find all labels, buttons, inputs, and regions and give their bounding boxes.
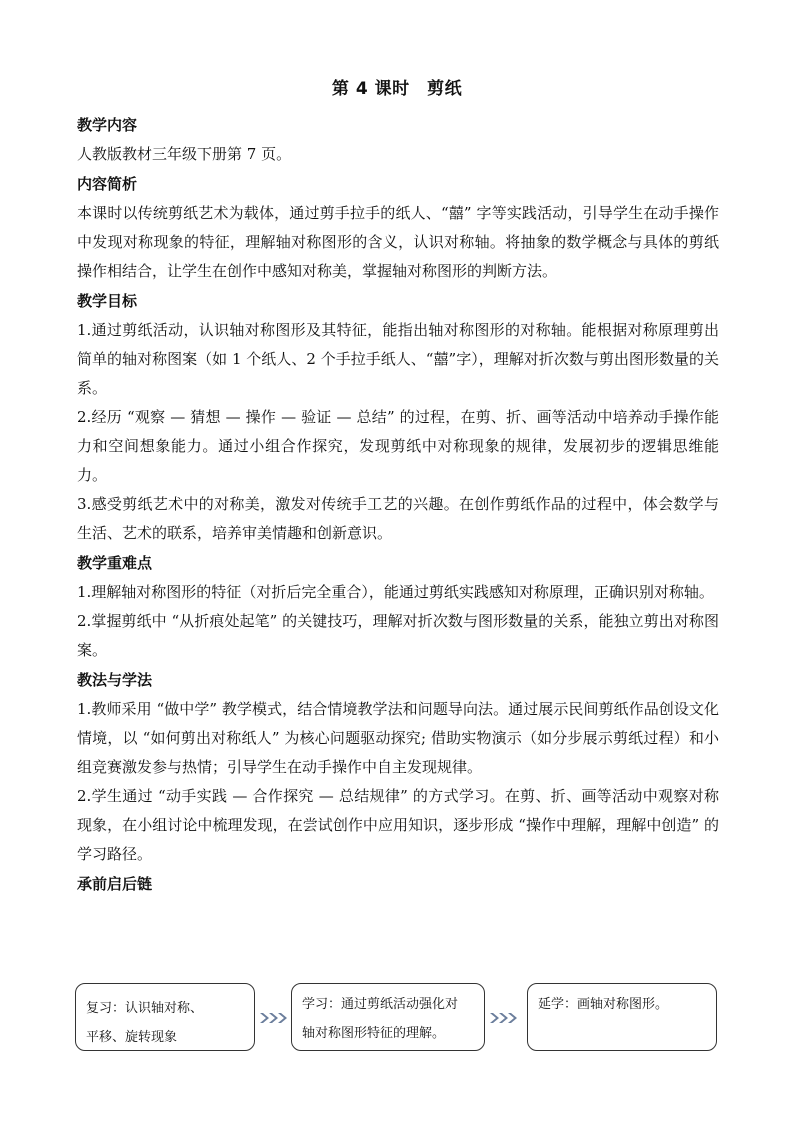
page-title: 第 4 课时 剪纸 <box>331 79 463 99</box>
chain-line: 学习：通过剪纸活动强化对 <box>302 997 459 1012</box>
section-paragraph: 1.通过剪纸活动，认识轴对称图形及其特征，能指出轴对称图形的对称轴。能根据对称原理剪出简单的轴对称图案（如 1 个纸人、2 个手拉手纸人、“囍”字），理解对折次数与剪出图形数量的关系。 <box>77 321 719 397</box>
continuity-chain <box>75 983 720 1055</box>
section-paragraph: 2.掌握剪纸中 “从折痕处起笔” 的关键技巧，理解对折次数与图形数量的关系，能独立剪出对称图案。 <box>77 612 719 659</box>
section-heading: 教学内容 <box>77 116 138 134</box>
double-chevron-right-icon <box>489 1011 519 1025</box>
section-paragraph: 人教版教材三年级下册第 7 页。 <box>77 145 292 163</box>
section-paragraph: 3.感受剪纸艺术中的对称美，激发对传统手工艺的兴趣。在创作剪纸作品的过程中，体会数学与生活、艺术的联系，培养审美情趣和创新意识。 <box>77 495 719 542</box>
chain-box-review <box>75 983 255 1051</box>
chain-line: 轴对称图形特征的理解。 <box>302 1026 446 1041</box>
section-paragraph: 1.教师采用 “做中学” 教学模式，结合情境教学法和问题导向法。通过展示民间剪纸作品创设文化情境，以 “如何剪出对称纸人” 为核心问题驱动探究; 借助实物演示（如分步展示剪纸过程）和小组竞赛激发参与热情；引导学生在动手操作中自主发现规律。 <box>77 700 719 776</box>
chain-box-learn <box>291 983 485 1051</box>
double-chevron-right-icon <box>259 1011 289 1025</box>
chain-line: 平移、旋转现象 <box>86 1030 178 1045</box>
document-body <box>77 110 719 899</box>
section-heading: 承前启后链 <box>77 875 153 893</box>
section-heading: 教学目标 <box>77 292 138 310</box>
section-heading: 教学重难点 <box>77 554 153 572</box>
section-paragraph: 本课时以传统剪纸艺术为载体，通过剪手拉手的纸人、“囍” 字等实践活动，引导学生在动手操作中发现对称现象的特征，理解轴对称图形的含义，认识对称轴。将抽象的数学概念与具体的剪纸操作相结合，让学生在创作中感知对称美，掌握轴对称图形的判断方法。 <box>77 204 719 280</box>
section-paragraph: 2.经历 “观察 — 猜想 — 操作 — 验证 — 总结” 的过程，在剪、折、画等活动中培养动手操作能力和空间想象能力。通过小组合作探究，发现剪纸中对称现象的规律，发展初步的逻辑思维能力。 <box>77 408 719 484</box>
section-heading: 内容简析 <box>77 175 138 193</box>
section-paragraph: 1.理解轴对称图形的特征（对折后完全重合），能通过剪纸实践感知对称原理，正确识别对称轴。 <box>77 583 714 601</box>
chain-line: 复习：认识轴对称、 <box>86 1001 204 1016</box>
chain-line: 延学：画轴对称图形。 <box>538 997 669 1012</box>
chain-box-extend <box>527 983 717 1051</box>
section-heading: 教法与学法 <box>77 671 153 689</box>
section-paragraph: 2.学生通过 “动手实践 — 合作探究 — 总结规律” 的方式学习。在剪、折、画等活动中观察对称现象，在小组讨论中梳理发现，在尝试创作中应用知识，逐步形成 “操作中理解，理解中创造” 的学习路径。 <box>77 787 719 863</box>
